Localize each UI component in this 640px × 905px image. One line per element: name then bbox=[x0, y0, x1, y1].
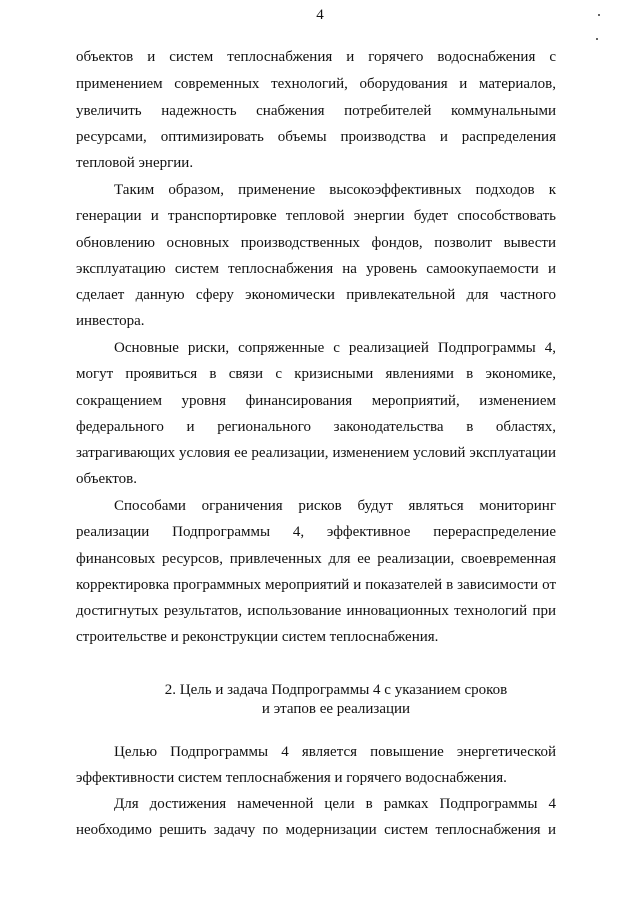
text-line: объектов. bbox=[76, 471, 137, 487]
text-line: увеличить надежность снабжения потребителей коммунальными bbox=[76, 103, 556, 119]
text-line: эксплуатацию систем теплоснабжения на уровень самоокупаемости и bbox=[76, 261, 556, 277]
text-line: Основные риски, сопряженные с реализацией Подпрограммы 4, bbox=[114, 340, 556, 356]
scan-speck bbox=[596, 38, 598, 40]
text-line: федерального и регионального законодательства в областях, bbox=[76, 419, 556, 435]
text-line: сокращением уровня финансирования мероприятий, изменением bbox=[76, 393, 556, 409]
text-line: тепловой энергии. bbox=[76, 155, 194, 171]
text-line: могут проявиться в связи с кризисными явлениями в экономике, bbox=[76, 366, 556, 382]
text-line: Для достижения намеченной цели в рамках Подпрограммы 4 bbox=[114, 796, 556, 812]
section-heading: и этапов ее реализации bbox=[261, 701, 411, 717]
text-line: необходимо решить задачу по модернизации систем теплоснабжения и bbox=[76, 822, 556, 838]
text-line: ресурсами, оптимизировать объемы производства и распределения bbox=[76, 129, 556, 145]
text-line: применением современных технологий, оборудования и материалов, bbox=[76, 76, 556, 92]
text-line: Целью Подпрограммы 4 является повышение энергетической bbox=[114, 744, 556, 760]
text-line: финансовых ресурсов, привлеченных для ее реализации, своевременная bbox=[76, 551, 556, 567]
text-line: Способами ограничения рисков будут являться мониторинг bbox=[114, 498, 556, 514]
section-heading: 2. Цель и задача Подпрограммы 4 с указанием сроков bbox=[164, 682, 508, 698]
text-line: строительстве и реконструкции систем теплоснабжения. bbox=[76, 629, 439, 645]
text-line: затрагивающих условия ее реализации, изменением условий эксплуатации bbox=[76, 445, 556, 461]
text-line: Таким образом, применение высокоэффективных подходов к bbox=[114, 182, 556, 198]
text-line: обновлению основных производственных фондов, позволит вывести bbox=[76, 235, 556, 251]
scan-speck bbox=[598, 14, 600, 16]
text-line: объектов и систем теплоснабжения и горячего водоснабжения с bbox=[76, 49, 556, 65]
text-line: достигнутых результатов, использование инновационных технологий при bbox=[76, 603, 556, 619]
text-line: корректировка программных мероприятий и показателей в зависимости от bbox=[76, 577, 556, 593]
text-line: реализации Подпрограммы 4, эффективное перераспределение bbox=[76, 524, 556, 540]
text-line: сделает данную сферу экономически привлекательной для частного bbox=[76, 287, 556, 303]
page-number: 4 bbox=[316, 7, 324, 23]
text-line: эффективности систем теплоснабжения и горячего водоснабжения. bbox=[76, 770, 507, 786]
text-line: генерации и транспортировке тепловой энергии будет способствовать bbox=[76, 208, 556, 224]
text-line: инвестора. bbox=[76, 313, 145, 329]
